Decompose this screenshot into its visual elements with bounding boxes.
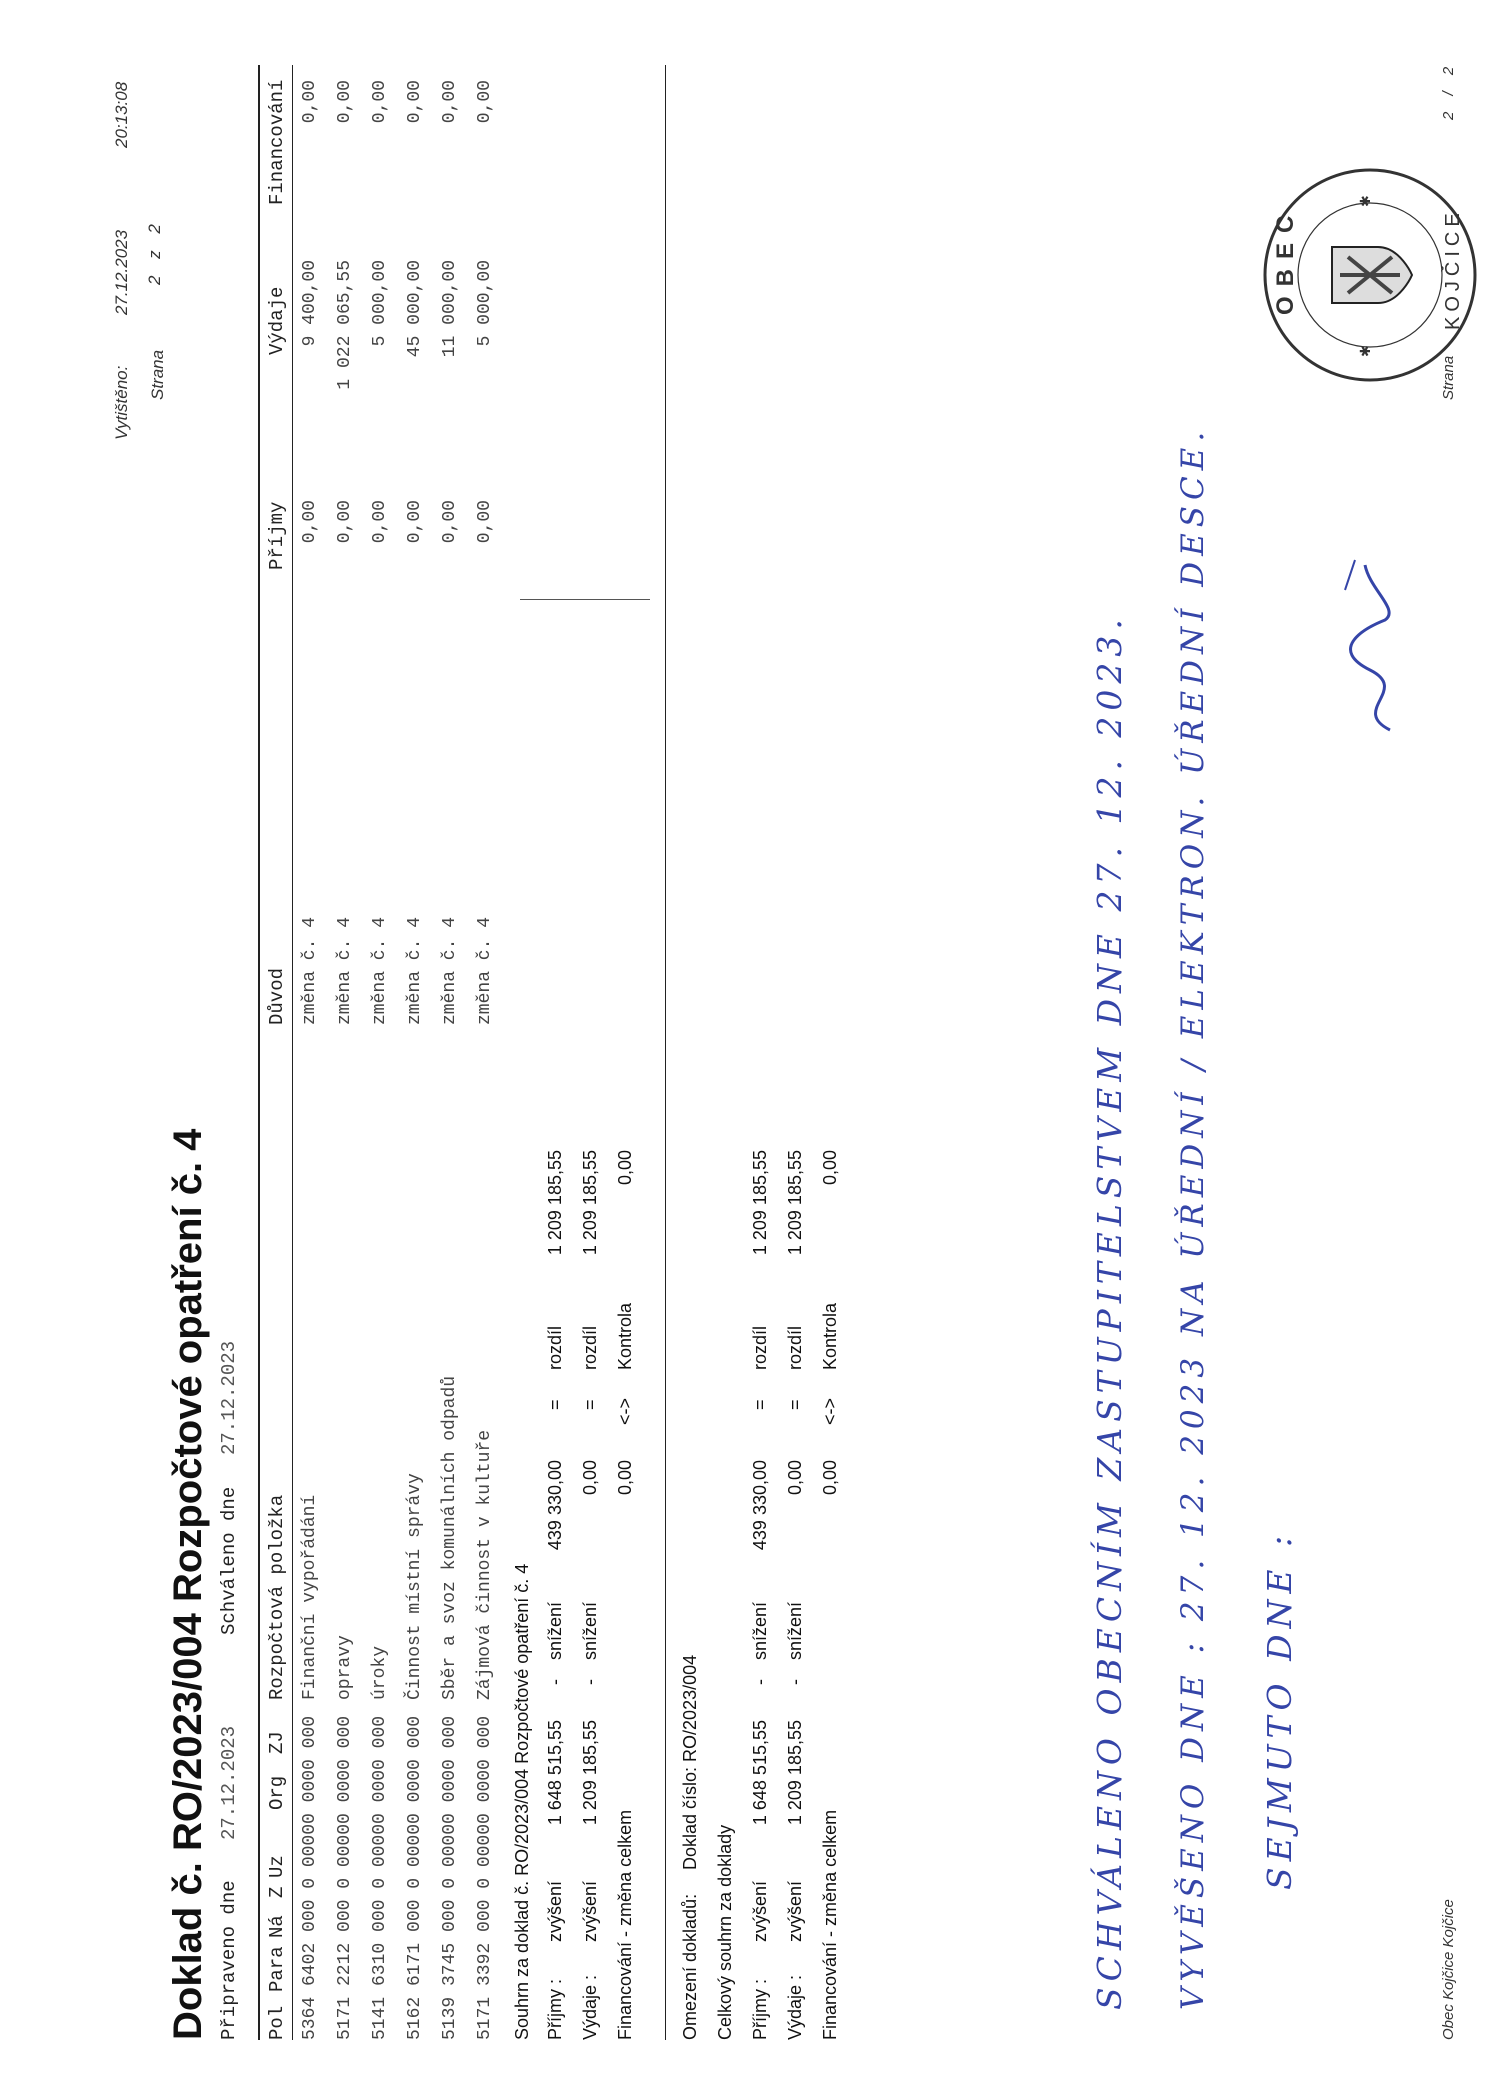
total-label: Příjmy : [750,1979,770,2040]
handwritten-posting-note: VYVĚŠENO DNE : 27. 12. 2023 NA ÚŘEDNÍ / ELEKTRON. ÚŘEDNÍ DESCE. [1175,425,1211,2010]
printed-time: 20:13:08 [112,81,131,148]
printed-date: 27.12.2023 [112,229,131,315]
col-reason: Důvod [266,967,288,1025]
divider [520,599,650,600]
col-zj: ZJ [266,1731,288,1754]
decrease-label: snížení [580,1601,600,1660]
col-org: Org [266,1775,288,1810]
svg-text:✱: ✱ [1358,195,1374,207]
financing-value: 0,00 [820,1460,840,1496]
row-income: 0,00 [335,500,355,544]
stamp-text-bottom: KOJČICE [1442,208,1464,330]
row-codes: 5141 6310 000 0 00000 0000 000 [370,1715,390,2040]
difference-label: rozdíl [785,1325,805,1370]
increase-label: zvýšení [750,1880,770,1942]
summary-label: Příjmy : [545,1979,565,2040]
row-financing: 0,00 [335,80,355,124]
equals-sign: = [750,1399,770,1410]
minus-sign: - [750,1679,770,1685]
col-pol: Pol [266,2005,288,2040]
row-codes: 5364 6402 000 0 00000 0000 000 [300,1715,320,2040]
col-item: Rozpočtová položka [266,1494,288,1700]
col-z: Z [266,1886,288,1898]
difference-label: rozdíl [545,1325,565,1370]
col-financing: Financování [266,79,288,205]
approved-date: 27.12.2023 [218,1340,240,1455]
row-income: 0,00 [475,500,495,544]
row-financing: 0,00 [475,80,495,124]
row-codes: 5171 2212 000 0 00000 0000 000 [335,1715,355,2040]
stamp-text-top: OBEC [1272,205,1299,315]
decrease-label: snížení [545,1601,565,1660]
row-expense: 11 000,00 [440,260,460,358]
row-codes: 5162 6171 000 0 00000 0000 000 [405,1715,425,2040]
col-para: Para [266,1946,288,1992]
row-item: Sběr a svoz komunálních odpadů [440,1375,460,1700]
compare-sign: <-> [820,1397,840,1425]
footer-page-value: 2 / 2 [1440,60,1457,120]
row-item: Finanční vypořádání [300,1494,320,1700]
increase-label: zvýšení [545,1880,565,1942]
increase-value: 1 648 515,55 [545,1720,565,1826]
printed-label: Vytištěno: [112,365,131,440]
row-item: Činnost místní správy [405,1473,425,1700]
financing-label: Financování - změna celkem [615,1809,635,2040]
row-item: opravy [335,1635,355,1700]
row-income: 0,00 [440,500,460,544]
row-item: Zájmová činnost v kultuře [475,1429,495,1700]
equals-sign: = [580,1399,600,1410]
total-label: Výdaje : [785,1974,805,2040]
decrease-value: 0,00 [580,1460,600,1496]
row-expense: 5 000,00 [475,260,495,347]
col-income: Příjmy [266,501,288,570]
row-item: úroky [370,1645,390,1700]
total-heading: Celkový souhrn za doklady [715,1824,735,2040]
control-value: 0,00 [820,1150,840,1186]
row-reason: změna č. 4 [440,916,460,1025]
page-title: Doklad č. RO/2023/004 Rozpočtové opatření č. 4 [166,1128,210,2040]
row-expense: 5 000,00 [370,260,390,347]
col-uz: Uz [266,1855,288,1878]
row-reason: změna č. 4 [370,916,390,1025]
decrease-label: snížení [750,1601,770,1660]
row-financing: 0,00 [405,80,425,124]
row-expense: 1 022 065,55 [335,260,355,390]
minus-sign: - [545,1679,565,1685]
svg-text:✱: ✱ [1358,345,1374,357]
row-income: 0,00 [300,500,320,544]
page-label: Strana [148,349,167,400]
equals-sign: = [545,1399,565,1410]
financing-label: Financování - změna celkem [820,1809,840,2040]
decrease-value: 439 330,00 [545,1460,565,1551]
footer-organization: Obec Kojčice Kojčice [1440,1899,1457,2040]
control-value: 0,00 [615,1150,635,1186]
difference-value: 1 209 185,55 [580,1150,600,1256]
footer-page-label: Strana [1440,355,1457,400]
minus-sign: - [580,1679,600,1685]
signature-scribble [1330,540,1420,740]
compare-sign: <-> [615,1397,635,1425]
difference-label: rozdíl [750,1325,770,1370]
increase-value: 1 648 515,55 [750,1720,770,1826]
decrease-value: 0,00 [785,1460,805,1496]
increase-label: zvýšení [785,1880,805,1942]
table-header-rule [292,65,293,2040]
table-top-rule [258,65,260,2040]
difference-value: 1 209 185,55 [545,1150,565,1256]
increase-label: zvýšení [580,1880,600,1942]
summary-label: Výdaje : [580,1974,600,2040]
row-reason: změna č. 4 [335,916,355,1025]
limits-value: Doklad číslo: RO/2023/004 [680,1654,700,1870]
handwritten-removal-note: SEJMUTO DNE : [1260,1529,1299,1890]
increase-value: 1 209 185,55 [785,1720,805,1826]
row-financing: 0,00 [440,80,460,124]
row-expense: 45 000,00 [405,260,425,358]
row-income: 0,00 [370,500,390,544]
prepared-date: 27.12.2023 [218,1725,240,1840]
section-rule [665,65,666,2040]
page-value: 2 z 2 [145,218,164,285]
official-stamp [1260,165,1480,385]
limits-label: Omezení dokladů: [680,1893,700,2040]
row-reason: změna č. 4 [405,916,425,1025]
col-na: Ná [266,1915,288,1938]
difference-value: 1 209 185,55 [785,1150,805,1256]
prepared-label: Připraveno dne [218,1880,240,2040]
difference-value: 1 209 185,55 [750,1150,770,1256]
financing-value: 0,00 [615,1460,635,1496]
handwritten-approval-note: SCHVÁLENO OBECNÍM ZASTUPITELSTVEM DNE 27. 12. 2023. [1090,613,1129,2010]
row-income: 0,00 [405,500,425,544]
col-expense: Výdaje [266,286,288,355]
decrease-value: 439 330,00 [750,1460,770,1551]
row-reason: změna č. 4 [300,916,320,1025]
equals-sign: = [785,1399,805,1410]
row-reason: změna č. 4 [475,916,495,1025]
approved-label: Schváleno dne [218,1486,240,1635]
row-expense: 9 400,00 [300,260,320,347]
minus-sign: - [785,1679,805,1685]
row-codes: 5139 3745 000 0 00000 0000 000 [440,1715,460,2040]
difference-label: rozdíl [580,1325,600,1370]
decrease-label: snížení [785,1601,805,1660]
row-financing: 0,00 [370,80,390,124]
summary-heading: Souhrn za doklad č. RO/2023/004 Rozpočtové opatření č. 4 [512,1563,532,2040]
control-label: Kontrola [615,1302,635,1370]
increase-value: 1 209 185,55 [580,1720,600,1826]
row-codes: 5171 3392 000 0 00000 0000 000 [475,1715,495,2040]
control-label: Kontrola [820,1302,840,1370]
row-financing: 0,00 [300,80,320,124]
